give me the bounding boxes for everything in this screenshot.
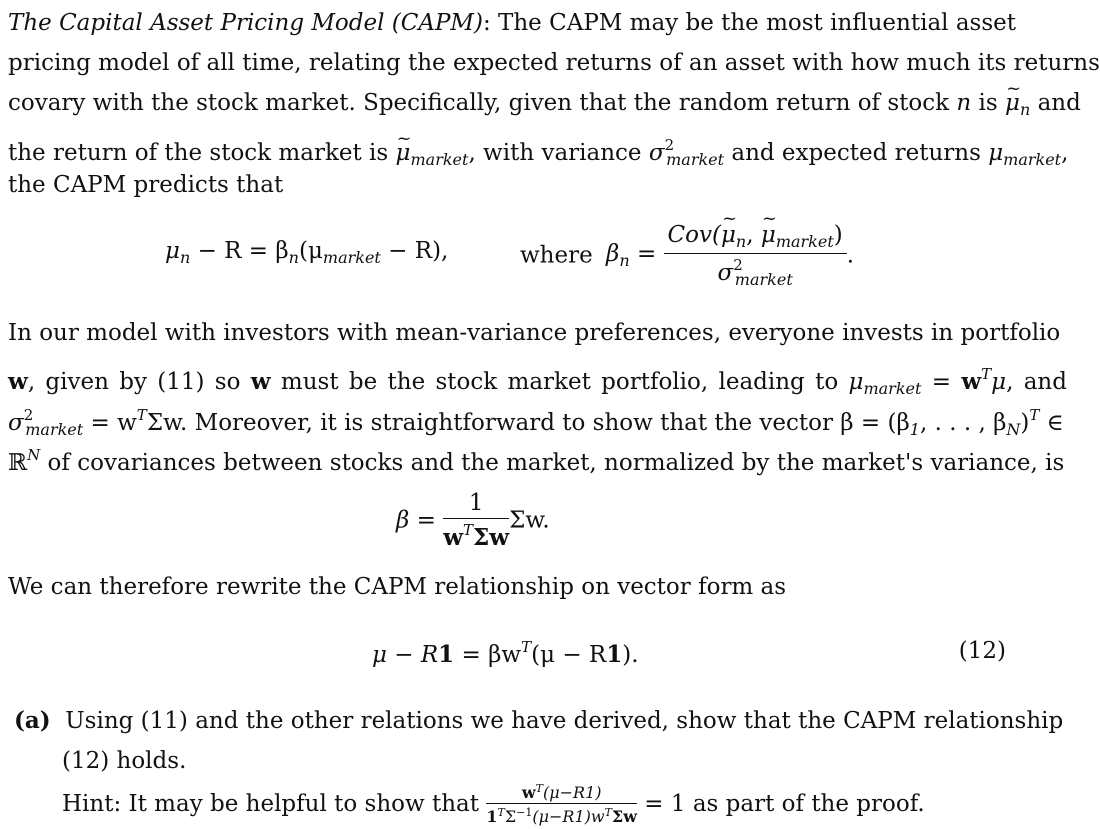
sub-n: n	[619, 251, 630, 270]
eq12-lhs: μ − R	[372, 642, 439, 668]
para2-line3-text-c: Σw. Moreover, it is straightforward to show that the vector β = (β	[146, 410, 910, 436]
para2-line1-text: In our model with investors with mean-variance preferences, everyone invests in portfolio	[8, 320, 1061, 346]
para1-line3-text-b: is	[971, 90, 1006, 116]
para1-line4-text-b: , with variance	[468, 140, 649, 166]
hint-den-text: (μ−R1)w	[532, 807, 605, 826]
eq-rhs-close: − R),	[380, 238, 449, 264]
sub-market: market	[410, 150, 469, 169]
mu-symbol: μ	[720, 222, 736, 248]
sup-2: 2	[733, 256, 743, 274]
para1-line5	[8, 170, 1008, 200]
sigma-symbol: σ	[8, 410, 24, 436]
capm-heading: The Capital Asset Pricing Model (CAPM)	[8, 10, 483, 36]
sup-T: T	[1029, 406, 1040, 424]
para1-line4-text-a: the return of the stock market is	[8, 140, 396, 166]
capm-equation	[165, 238, 448, 267]
w-bold: w	[961, 368, 982, 395]
para1-line5-text: the CAPM predicts that	[8, 172, 284, 198]
mu-symbol: μ	[395, 140, 411, 166]
mu-symbol: μ	[1005, 90, 1020, 116]
para2-line2-text-b: , given by (11) so	[27, 369, 251, 395]
cov-numerator: Cov(~ $\mu_n$, ~ $\mu_{market}$)	[664, 222, 847, 254]
part-a-label: (a)	[14, 707, 51, 734]
cov-fraction	[664, 222, 847, 289]
sub-N: N	[1006, 420, 1021, 439]
sub-market: market	[734, 270, 793, 289]
hint-denominator: $1^T\Sigma^{-1}(\mu-R1)w^T\Sigma w$	[486, 806, 637, 826]
sub-n: n	[288, 248, 299, 267]
beta-fraction	[443, 490, 509, 551]
para1-line1-text: : The CAPM may be the most influential asset	[482, 10, 1017, 36]
sup-2: 2	[23, 406, 34, 424]
bold-one: 1	[438, 641, 455, 668]
para1-line4-text-c: and expected returns	[724, 140, 989, 166]
sub-market: market	[1003, 150, 1062, 169]
equation-12	[372, 638, 639, 668]
para3-line1-text: We can therefore rewrite the CAPM relationship on vector form as	[8, 574, 787, 600]
eq12-mid: = βw	[454, 642, 522, 668]
beta-lhs: β =	[396, 507, 436, 534]
sub-market: market	[322, 248, 381, 267]
period: .	[846, 242, 855, 269]
cov-label: Cov(	[667, 222, 721, 248]
sup-minus1: −1	[516, 806, 533, 819]
para1-line3-text-c: and	[1030, 90, 1081, 116]
mu-symbol: μ	[991, 369, 1007, 395]
eq-rhs-open: (μ	[298, 238, 323, 264]
para1-line1	[8, 8, 1017, 38]
sup-T: T	[535, 782, 543, 795]
sup-T: T	[604, 806, 612, 819]
para2-line3-text-d: , . . . , β	[919, 410, 1007, 436]
sub-1: 1	[909, 420, 920, 439]
para2-line3	[8, 400, 1064, 445]
bold-one: 1	[486, 807, 498, 826]
mu-symbol: μ	[760, 222, 776, 248]
sigma-symbol: σ	[717, 260, 734, 286]
sigma-symbol: σ	[648, 140, 665, 166]
sub-market: market	[775, 232, 834, 251]
beta-symbol: β	[606, 241, 620, 267]
reals-symbol: ℝ	[8, 450, 28, 476]
para2-line3-text-e: )	[1020, 410, 1030, 436]
sub-n: n	[735, 232, 747, 251]
sigma-w: Σw	[473, 524, 510, 551]
sub-market: market	[25, 420, 84, 439]
equation-number-12: (12)	[958, 638, 1006, 664]
sigma-w: Σw	[611, 807, 637, 826]
part-a-line1-text: Using (11) and the other relations we have derived, show that the CAPM relationship	[65, 708, 1064, 734]
mu-symbol: μ	[165, 238, 180, 264]
sub-n: n	[1019, 100, 1031, 119]
sub-market: market	[863, 379, 922, 398]
bold-one: 1	[606, 641, 623, 668]
hint-text: Hint: It may be helpful to show that	[62, 791, 480, 817]
sub-market: market	[666, 150, 725, 169]
para2-line2-text-d: , and	[1006, 369, 1067, 395]
part-a-line2	[62, 746, 1062, 776]
part-a-line1	[14, 706, 1064, 736]
cov-denominator	[664, 254, 847, 289]
equals-sign: =	[629, 241, 657, 267]
sup-2: 2	[664, 136, 675, 154]
mu-tilde-n	[1005, 88, 1020, 118]
eq12-paren: (μ − R	[531, 642, 607, 668]
hint-text-end: = 1 as part of the proof.	[637, 791, 925, 817]
w-bold: w	[8, 368, 28, 395]
hint-numerator	[486, 782, 637, 804]
para1-line3	[8, 88, 1081, 125]
para2-line4	[8, 440, 1065, 478]
para2-line3-text-b: = w	[83, 410, 137, 436]
sup-T: T	[521, 638, 532, 656]
para3-line1	[8, 572, 1008, 602]
w-bold: w	[250, 368, 271, 395]
hint-fraction	[486, 782, 637, 826]
beta-denominator	[443, 519, 509, 551]
para2-line4-text-b: of covariances between stocks and the market, normalized by the market's variance, is	[40, 450, 1065, 476]
sup-T: T	[981, 365, 992, 383]
para2-line2-text-c: must be the stock market portfolio, leading to	[270, 369, 849, 395]
eq12-end: ).	[622, 642, 639, 668]
mu-tilde-market	[396, 138, 411, 168]
eq-lhs: − R = β	[190, 238, 289, 264]
w-bold: w	[443, 524, 464, 551]
beta-rhs: Σw.	[509, 507, 550, 534]
sup-T: T	[497, 806, 505, 819]
beta-numerator: 1	[443, 490, 509, 519]
where-label: where	[520, 242, 593, 269]
para2-line2: w, given by (11) so w must be the stock market portfolio, leading to $\mu_{market} = w^T\mu$, and	[8, 365, 1067, 398]
para1-line2-text: pricing model of all time, relating the expected returns of an asset with how much its returns	[8, 50, 1100, 76]
beta-equation	[396, 490, 550, 551]
sup-T: T	[463, 521, 474, 539]
comma: ,	[746, 222, 761, 248]
sup-N: N	[27, 446, 41, 464]
beta-definition	[520, 222, 854, 289]
mu-symbol: μ	[848, 369, 864, 395]
part-a-line2-text: (12) holds.	[62, 748, 187, 774]
para1-line2	[8, 48, 1100, 78]
para1-line3-text-a: covary with the stock market. Specifically, given that the random return of stock	[8, 90, 957, 116]
w-bold: w	[521, 783, 536, 802]
hint-num-text: (μ−R1)	[542, 783, 602, 802]
para2-line1	[8, 318, 1061, 348]
part-a-hint	[62, 782, 925, 826]
para2-line3-text-f: ∈	[1039, 410, 1064, 436]
para1-line4: the return of the stock market is ~ $\mu_{market}$, with variance $\sigma^2_{market}$ and expected returns $\mu_{market}$,	[8, 130, 1008, 175]
sym-n: n	[956, 90, 972, 116]
mu-symbol: μ	[988, 140, 1004, 166]
sup-T: T	[136, 406, 147, 424]
sub-n: n	[179, 248, 191, 267]
